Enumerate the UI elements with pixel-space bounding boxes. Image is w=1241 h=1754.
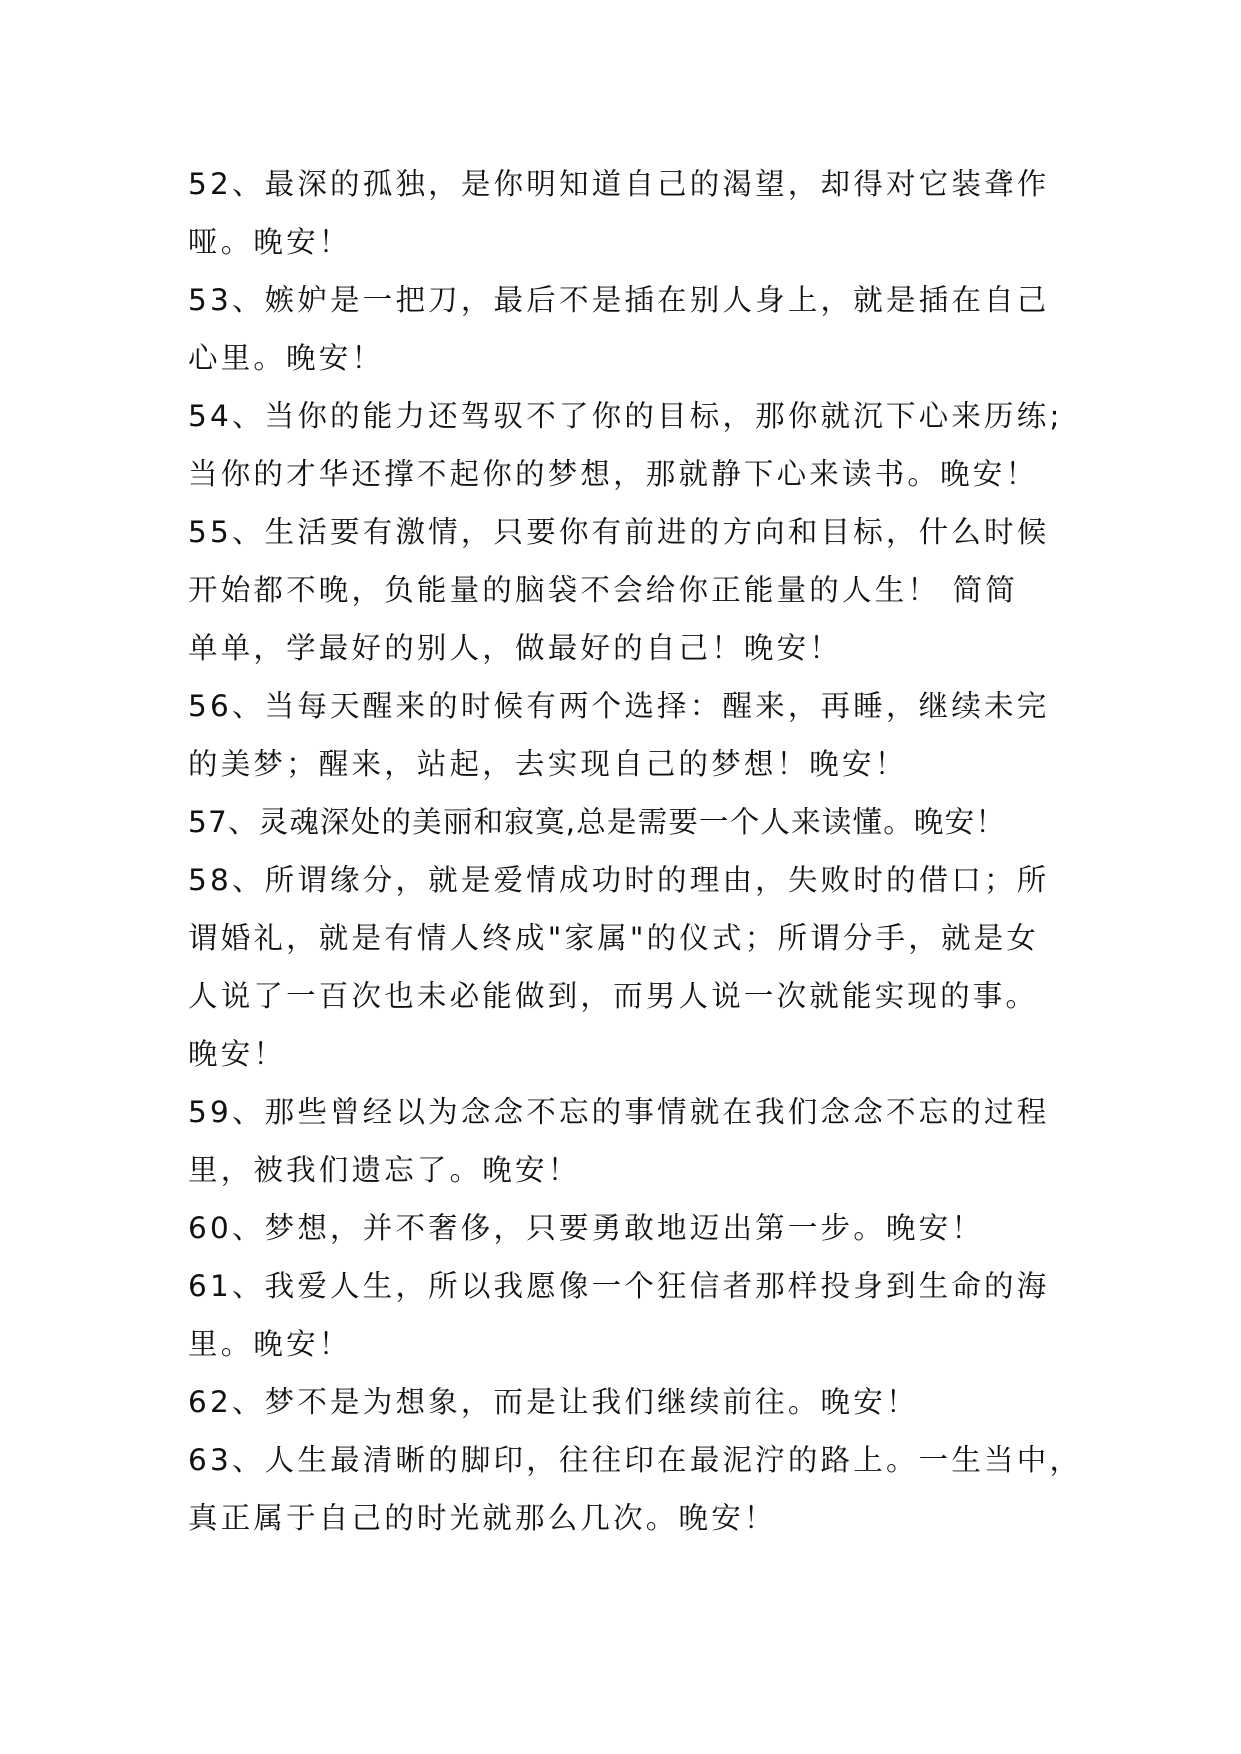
text-line: 里，被我们遗忘了。晚安！	[188, 1153, 581, 1187]
text-line: 哑。晚安！	[188, 225, 352, 259]
text-line: 谓婚礼，就是有情人终成"家属"的仪式；所谓分手，就是女	[188, 921, 1040, 955]
text-line: 53、嫉妒是一把刀，最后不是插在别人身上，就是插在自己	[188, 283, 1050, 317]
text-line: 晚安！	[188, 1037, 287, 1071]
text-line: 真正属于自己的时光就那么几次。晚安！	[188, 1501, 777, 1535]
text-line: 56、当每天醒来的时候有两个选择：醒来，再睡，继续未完	[188, 689, 1050, 723]
text-line: 59、那些曾经以为念念不忘的事情就在我们念念不忘的过程	[188, 1095, 1050, 1129]
text-line: 里。晚安！	[188, 1327, 352, 1361]
text-line: 心里。晚安！	[188, 341, 385, 375]
text-line: 63、人生最清晰的脚印，往往印在最泥泞的路上。一生当中，	[188, 1443, 1083, 1477]
text-line: 60、梦想，并不奢侈，只要勇敢地迈出第一步。晚安！	[188, 1211, 985, 1245]
text-line: 单单，学最好的别人，做最好的自己！晚安！	[188, 631, 843, 665]
text-line: 人说了一百次也未必能做到，而男人说一次就能实现的事。	[188, 979, 1039, 1013]
text-line: 55、生活要有激情，只要你有前进的方向和目标，什么时候	[188, 515, 1050, 549]
document-body	[188, 155, 1083, 1547]
text-line: 62、梦不是为想象，而是让我们继续前往。晚安！	[188, 1385, 919, 1419]
text-line: 当你的才华还撑不起你的梦想，那就静下心来读书。晚安！	[188, 457, 1039, 491]
text-line: 58、所谓缘分，就是爱情成功时的理由，失败时的借口；所	[188, 863, 1050, 897]
text-line: 61、我爱人生，所以我愿像一个狂信者那样投身到生命的海	[188, 1269, 1050, 1303]
text-line: 52、最深的孤独，是你明知道自己的渴望，却得对它装聋作	[188, 167, 1050, 201]
text-line: 的美梦；醒来，站起，去实现自己的梦想！晚安！	[188, 747, 908, 781]
text-line: 开始都不晚，负能量的脑袋不会给你正能量的人生！ 简简	[188, 573, 1019, 607]
text-line: 57、灵魂深处的美丽和寂寞,总是需要一个人来读懂。晚安！	[188, 805, 1007, 839]
text-line: 54、当你的能力还驾驭不了你的目标，那你就沉下心来历练;	[188, 399, 1063, 433]
